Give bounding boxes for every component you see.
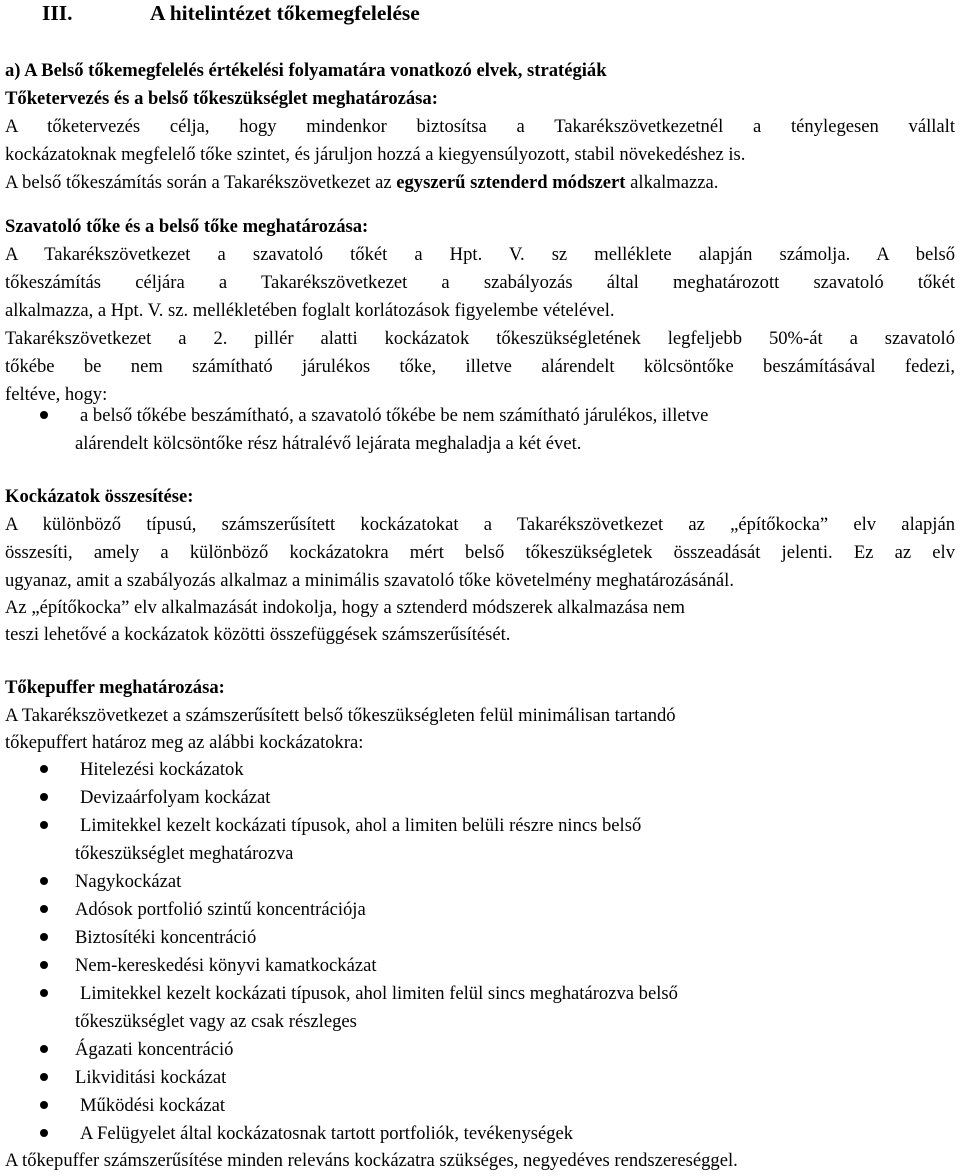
list-item: Limitekkel kezelt kockázati típusok, ahol limiten felül sincs meghatározva belső (80, 983, 678, 1004)
list-item: Nem-kereskedési könyvi kamatkockázat (75, 955, 377, 976)
section-number: III. (42, 1, 73, 25)
planning-line-1: A tőketervezés célja, hogy mindenkor biztosítsa a Takarékszövetkezetnél a ténylegesen vállalt (5, 116, 955, 137)
bullet-icon (40, 961, 48, 969)
bullet-icon (40, 821, 48, 829)
bullet-icon (40, 1045, 48, 1053)
list-item-continuation: tőkeszükséglet meghatározva (75, 843, 294, 864)
capital-line-1: A Takarékszövetkezet a szavatoló tőkét a Hpt. V. sz melléklete alapján számolja. A belső (5, 244, 955, 265)
method-emphasis: egyszerű sztenderd módszert (396, 172, 626, 193)
aggregation-line-5: teszi lehetővé a kockázatok közötti összefüggések számszerűsítését. (5, 624, 511, 645)
capital-line-4: Takarékszövetkezet a 2. pillér alatti kockázatok tőkeszükségletének legfeljebb 50%-át a szavatoló (5, 328, 955, 349)
bullet-icon (40, 905, 48, 913)
capital-line-3: alkalmazza, a Hpt. V. sz. mellékletében foglalt korlátozások figyelembe vételével. (5, 300, 615, 321)
capital-bullet-line-1: a belső tőkébe beszámítható, a szavatoló tőkébe be nem számítható járulékos, illetve (80, 405, 709, 426)
list-item: Hitelezési kockázatok (80, 759, 244, 780)
buffer-intro-1: A Takarékszövetkezet a számszerűsített belső tőkeszükségleten felül minimálisan tartandó (5, 705, 676, 726)
method-line (5, 172, 955, 194)
section-title (42, 2, 960, 24)
list-item: Limitekkel kezelt kockázati típusok, ahol a limiten belüli részre nincs belső (80, 815, 642, 836)
capital-heading: Szavatoló tőke és a belső tőke meghatározása: (5, 216, 369, 237)
list-item: Devizaárfolyam kockázat (80, 787, 271, 808)
buffer-heading: Tőkepuffer meghatározása: (5, 677, 225, 698)
aggregation-line-2: összesíti, amely a különböző kockázatokra mért belső tőkeszükségletek összeadását jelenti. Ez az elv (5, 542, 955, 563)
method-text: A belső tőkeszámítás során a Takarékszövetkezet az (5, 172, 397, 193)
section-title-text: A hitelintézet tőkemegfelelése (150, 1, 420, 25)
capital-bullet-line-2: alárendelt kölcsöntőke rész hátralévő lejárata meghaladja a két évet. (75, 433, 582, 454)
bullet-icon (40, 411, 48, 419)
aggregation-line-4: Az „építőkocka” elv alkalmazását indokolja, hogy a sztenderd módszerek alkalmazása nem (5, 597, 685, 618)
method-text-end: alkalmazza. (625, 172, 719, 193)
capital-line-2: tőkeszámítás céljára a Takarékszövetkezet a szabályozás által meghatározott szavatoló tőkét (5, 272, 955, 293)
aggregation-heading: Kockázatok összesítése: (5, 486, 194, 507)
subsection-heading: a) A Belső tőkemegfelelés értékelési folyamatára vonatkozó elvek, stratégiák (5, 60, 607, 81)
bullet-icon (40, 933, 48, 941)
bullet-icon (40, 1073, 48, 1081)
planning-line-2: kockázatoknak megfelelő tőke szintet, és járuljon hozzá a kiegyensúlyozott, stabil növekedéshez is. (5, 144, 746, 165)
list-item: Adósok portfolió szintű koncentrációja (75, 899, 366, 920)
bullet-icon (40, 765, 48, 773)
bullet-icon (40, 1101, 48, 1109)
list-item-continuation: tőkeszükséglet vagy az csak részleges (75, 1011, 357, 1032)
list-item: Biztosítéki koncentráció (75, 927, 257, 948)
buffer-closing: A tőkepuffer számszerűsítése minden releváns kockázatra szükséges, negyedéves rendszereséggel. (5, 1150, 738, 1171)
buffer-intro-2: tőkepuffert határoz meg az alábbi kockázatokra: (5, 732, 364, 753)
aggregation-line-1: A különböző típusú, számszerűsített kockázatokat a Takarékszövetkezet az „építőkocka” elv alapján (5, 514, 955, 535)
bullet-icon (40, 1129, 48, 1137)
list-item: Likviditási kockázat (75, 1067, 227, 1088)
bullet-icon (40, 877, 48, 885)
capital-line-6: feltéve, hogy: (5, 384, 108, 405)
capital-line-5: tőkébe be nem számítható járulékos tőke, illetve alárendelt kölcsöntőke beszámításával fedezi, (5, 356, 955, 377)
list-item: Nagykockázat (75, 871, 182, 892)
list-item: Működési kockázat (80, 1095, 226, 1116)
bullet-icon (40, 793, 48, 801)
aggregation-line-3: ugyanaz, amit a szabályozás alkalmaz a minimális szavatoló tőke követelmény meghatározásánál. (5, 570, 734, 591)
list-item: A Felügyelet által kockázatosnak tartott portfoliók, tevékenységek (80, 1123, 574, 1144)
bullet-icon (40, 989, 48, 997)
planning-heading: Tőketervezés és a belső tőkeszükséglet meghatározása: (5, 88, 438, 109)
list-item: Ágazati koncentráció (75, 1039, 234, 1060)
